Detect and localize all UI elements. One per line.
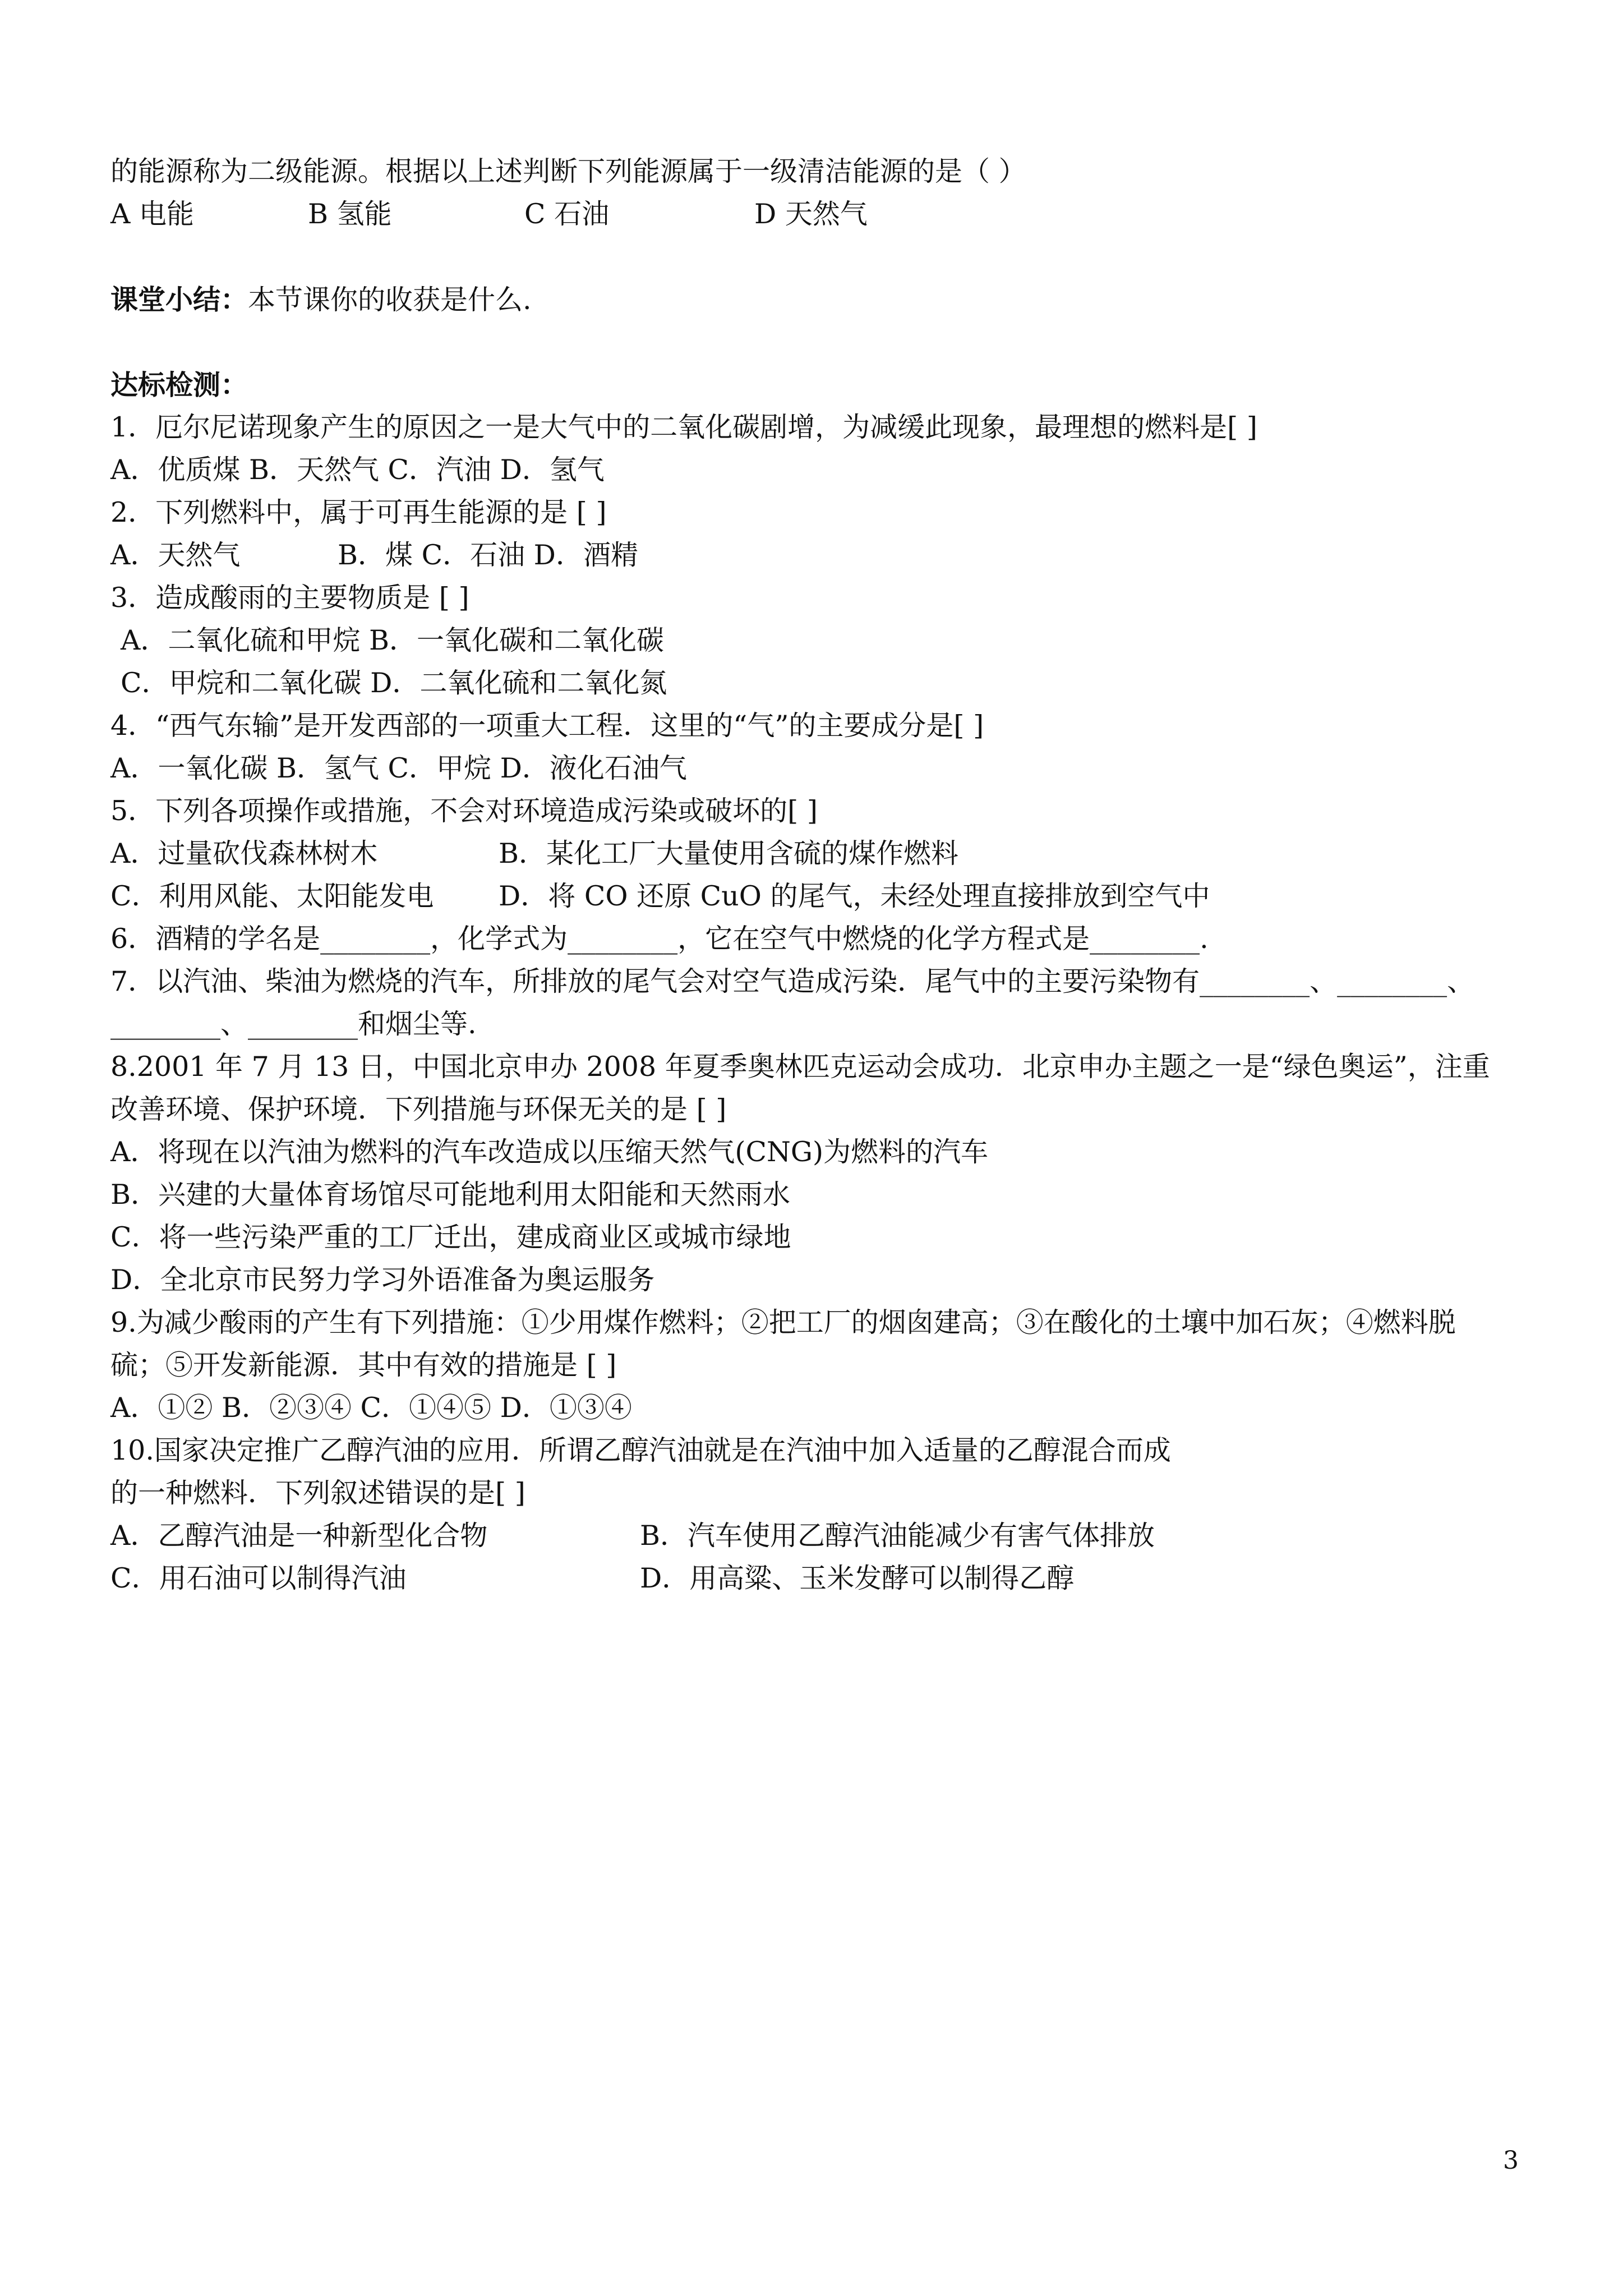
question-10-option-c: C．用石油可以制得汽油: [110, 1562, 407, 1594]
question-3-options-2: C．甲烷和二氧化碳 D．二氧化硫和二氧化氮: [121, 667, 667, 699]
question-10-option-a: A．乙醇汽油是一种新型化合物: [110, 1520, 488, 1552]
question-10-line-2: 的一种燃料．下列叙述错误的是[ ]: [110, 1477, 525, 1509]
summary-label: 课堂小结：: [110, 283, 248, 316]
question-5-option-c: C．利用风能、太阳能发电: [110, 880, 434, 912]
test-heading: 达标检测：: [110, 369, 248, 401]
question-3: 3．造成酸雨的主要物质是 [ ]: [110, 582, 469, 614]
question-6: 6．酒精的学名是________，化学式为________，它在空气中燃烧的化学方程式是________.: [110, 923, 1209, 955]
page-content: [110, 150, 1524, 1600]
intro-option-c: C 石油: [524, 198, 610, 230]
question-7-line-2: ________、________和烟尘等.: [110, 1008, 477, 1040]
question-10-option-d: D．用高粱、玉米发酵可以制得乙醇: [640, 1562, 1075, 1594]
question-10-options-cd: [110, 1557, 1524, 1600]
class-summary: [110, 278, 1524, 321]
question-1: 1．厄尔尼诺现象产生的原因之一是大气中的二氧化碳剧增，为减缓此现象，最理想的燃料是[ ]: [110, 411, 1257, 443]
question-4: 4．“西气东输”是开发西部的一项重大工程．这里的“气”的主要成分是[ ]: [110, 710, 984, 742]
intro-options: [110, 193, 1524, 236]
question-8-line-1: 8.2001 年 7 月 13 日，中国北京申办 2008 年夏季奥林匹克运动会成功．北京申办主题之一是“绿色奥运”，注重: [110, 1051, 1490, 1083]
question-1-options: A．优质煤 B．天然气 C．汽油 D．氢气: [110, 454, 605, 486]
question-5-options-cd: [110, 875, 1524, 918]
question-2-option-a: A．天然气: [110, 539, 241, 571]
question-2-option-rest: B．煤 C．石油 D．酒精: [338, 539, 638, 571]
question-3-options-1: A．二氧化硫和甲烷 B．一氧化碳和二氧化碳: [121, 624, 664, 656]
question-8-option-d: D．全北京市民努力学习外语准备为奥运服务: [110, 1264, 655, 1296]
question-8-line-2: 改善环境、保护环境．下列措施与环保无关的是 [ ]: [110, 1093, 727, 1125]
question-10-option-b: B．汽车使用乙醇汽油能减少有害气体排放: [640, 1520, 1155, 1552]
intro-line: 的能源称为二级能源。根据以上述判断下列能源属于一级清洁能源的是（ ）: [110, 155, 1026, 187]
question-5-option-d: D．将 CO 还原 CuO 的尾气，未经处理直接排放到空气中: [499, 880, 1210, 912]
question-10-line-1: 10.国家决定推广乙醇汽油的应用．所谓乙醇汽油就是在汽油中加入适量的乙醇混合而成: [110, 1434, 1171, 1466]
question-9-line-1: 9.为减少酸雨的产生有下列措施：①少用煤作燃料；②把工厂的烟囱建高；③在酸化的土壤中加石灰；④燃料脱: [110, 1306, 1456, 1338]
question-10-options-ab: [110, 1515, 1524, 1557]
question-5-option-a: A．过量砍伐森林树木: [110, 838, 378, 869]
question-9-options: A．①② B．②③④ C．①④⑤ D．①③④: [110, 1392, 632, 1424]
spacer: [110, 236, 1524, 278]
question-9-line-2: 硫；⑤开发新能源．其中有效的措施是 [ ]: [110, 1349, 617, 1381]
question-2: 2．下列燃料中，属于可再生能源的是 [ ]: [110, 496, 607, 528]
question-5-options-ab: [110, 832, 1524, 875]
question-8-option-a: A．将现在以汽油为燃料的汽车改造成以压缩天然气(CNG)为燃料的汽车: [110, 1136, 989, 1168]
intro-option-b: B 氢能: [308, 198, 392, 230]
page-number: 3: [1503, 2146, 1519, 2175]
question-8-option-c: C．将一些污染严重的工厂迁出，建成商业区或城市绿地: [110, 1221, 791, 1253]
question-7-line-1: 7．以汽油、柴油为燃烧的汽车，所排放的尾气会对空气造成污染．尾气中的主要污染物有________、________、: [110, 965, 1475, 997]
summary-text: 本节课你的收获是什么.: [248, 284, 532, 316]
intro-option-a: A 电能: [110, 198, 194, 230]
question-4-options: A．一氧化碳 B．氢气 C．甲烷 D．液化石油气: [110, 752, 687, 784]
spacer: [110, 321, 1524, 364]
question-5: 5．下列各项操作或措施，不会对环境造成污染或破坏的[ ]: [110, 795, 818, 827]
intro-option-d: D 天然气: [754, 198, 868, 230]
question-5-option-b: B．某化工厂大量使用含硫的煤作燃料: [499, 838, 959, 869]
question-8-option-b: B．兴建的大量体育场馆尽可能地利用太阳能和天然雨水: [110, 1179, 791, 1211]
question-2-options: [110, 534, 1524, 577]
